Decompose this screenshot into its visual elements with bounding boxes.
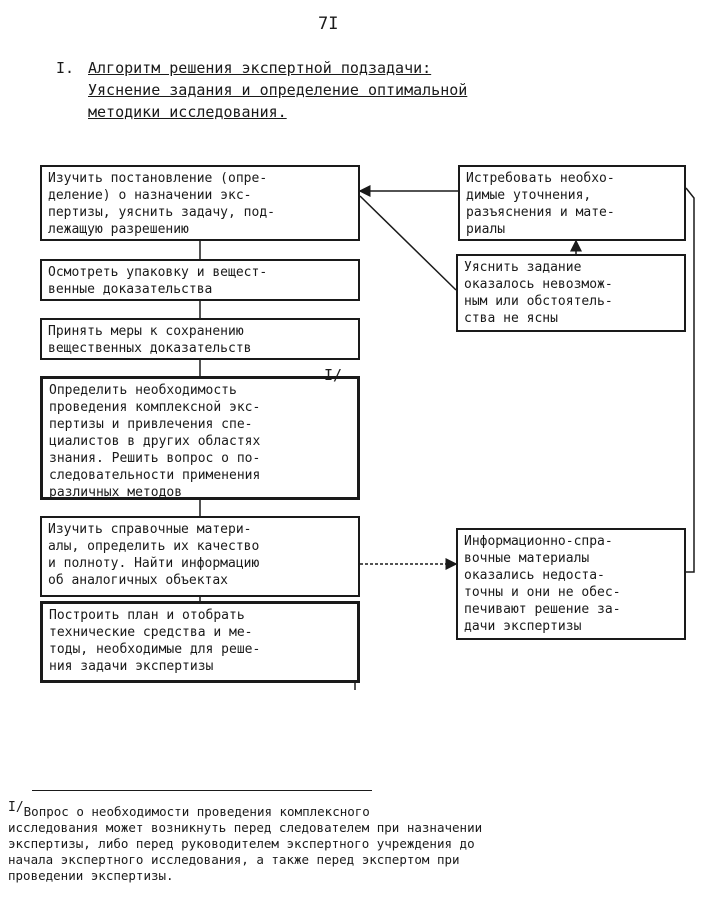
footnote: [8, 800, 688, 884]
step-preserve-evidence: Принять меры к сохранению вещественных доказательств: [40, 318, 360, 360]
step-study-ruling: Изучить постановление (опре- деление) о назначении экс- пертизы, уяснить задачу, под- лежащую разрешению: [40, 165, 360, 241]
arrow-step1-to-unclear: [360, 196, 456, 290]
heading-line-1: Алгоритм решения экспертной подзадачи:: [88, 59, 432, 77]
footnote-text: Вопрос о необходимости проведения комплексного исследования может возникнуть перед следователем при назначении экспертизы, либо перед руководителем экспертного учреждения до начала экспертного исследования, а также перед экспертом при проведении экспертизы.: [8, 804, 483, 884]
footnote-marker: I/: [8, 800, 24, 815]
step-study-reference-materials: Изучить справочные матери- алы, определить их качество и полноту. Найти информацию об аналогичных объектах: [40, 516, 360, 597]
step-determine-complex-expertise: Определить необходимость проведения комплексной экс- пертизы и привлечения спе- циалистов в других областях знания. Решить вопрос о по- следовательности применения различных методов: [40, 376, 360, 500]
box-task-unclear: Уяснить задание оказалось невозмож- ным или обстоятель- ства не ясны: [456, 254, 686, 332]
heading-line-3: методики исследования.: [88, 103, 287, 121]
step-inspect-packaging: Осмотреть упаковку и вещест- венные доказательства: [40, 259, 360, 301]
step-build-plan: Построить план и отобрать технические средства и ме- тоды, необходимые для реше- ния задачи экспертизы: [40, 601, 360, 683]
footnote-divider: [32, 790, 372, 791]
page-number: 7I: [318, 14, 339, 34]
box-request-clarifications: Истребовать необхо- димые уточнения, разъяснения и мате- риалы: [458, 165, 686, 241]
heading-line-2: Уяснение задания и определение оптимальной: [88, 81, 468, 99]
arrow-insufficient-to-request: [686, 188, 694, 572]
box-insufficient-information: Информационно-спра- вочные материалы оказались недоста- точны и они не обес- печивают решение за- дачи экспертизы: [456, 528, 686, 640]
footnote-reference: I/: [324, 366, 343, 384]
heading-number: I.: [56, 59, 75, 77]
